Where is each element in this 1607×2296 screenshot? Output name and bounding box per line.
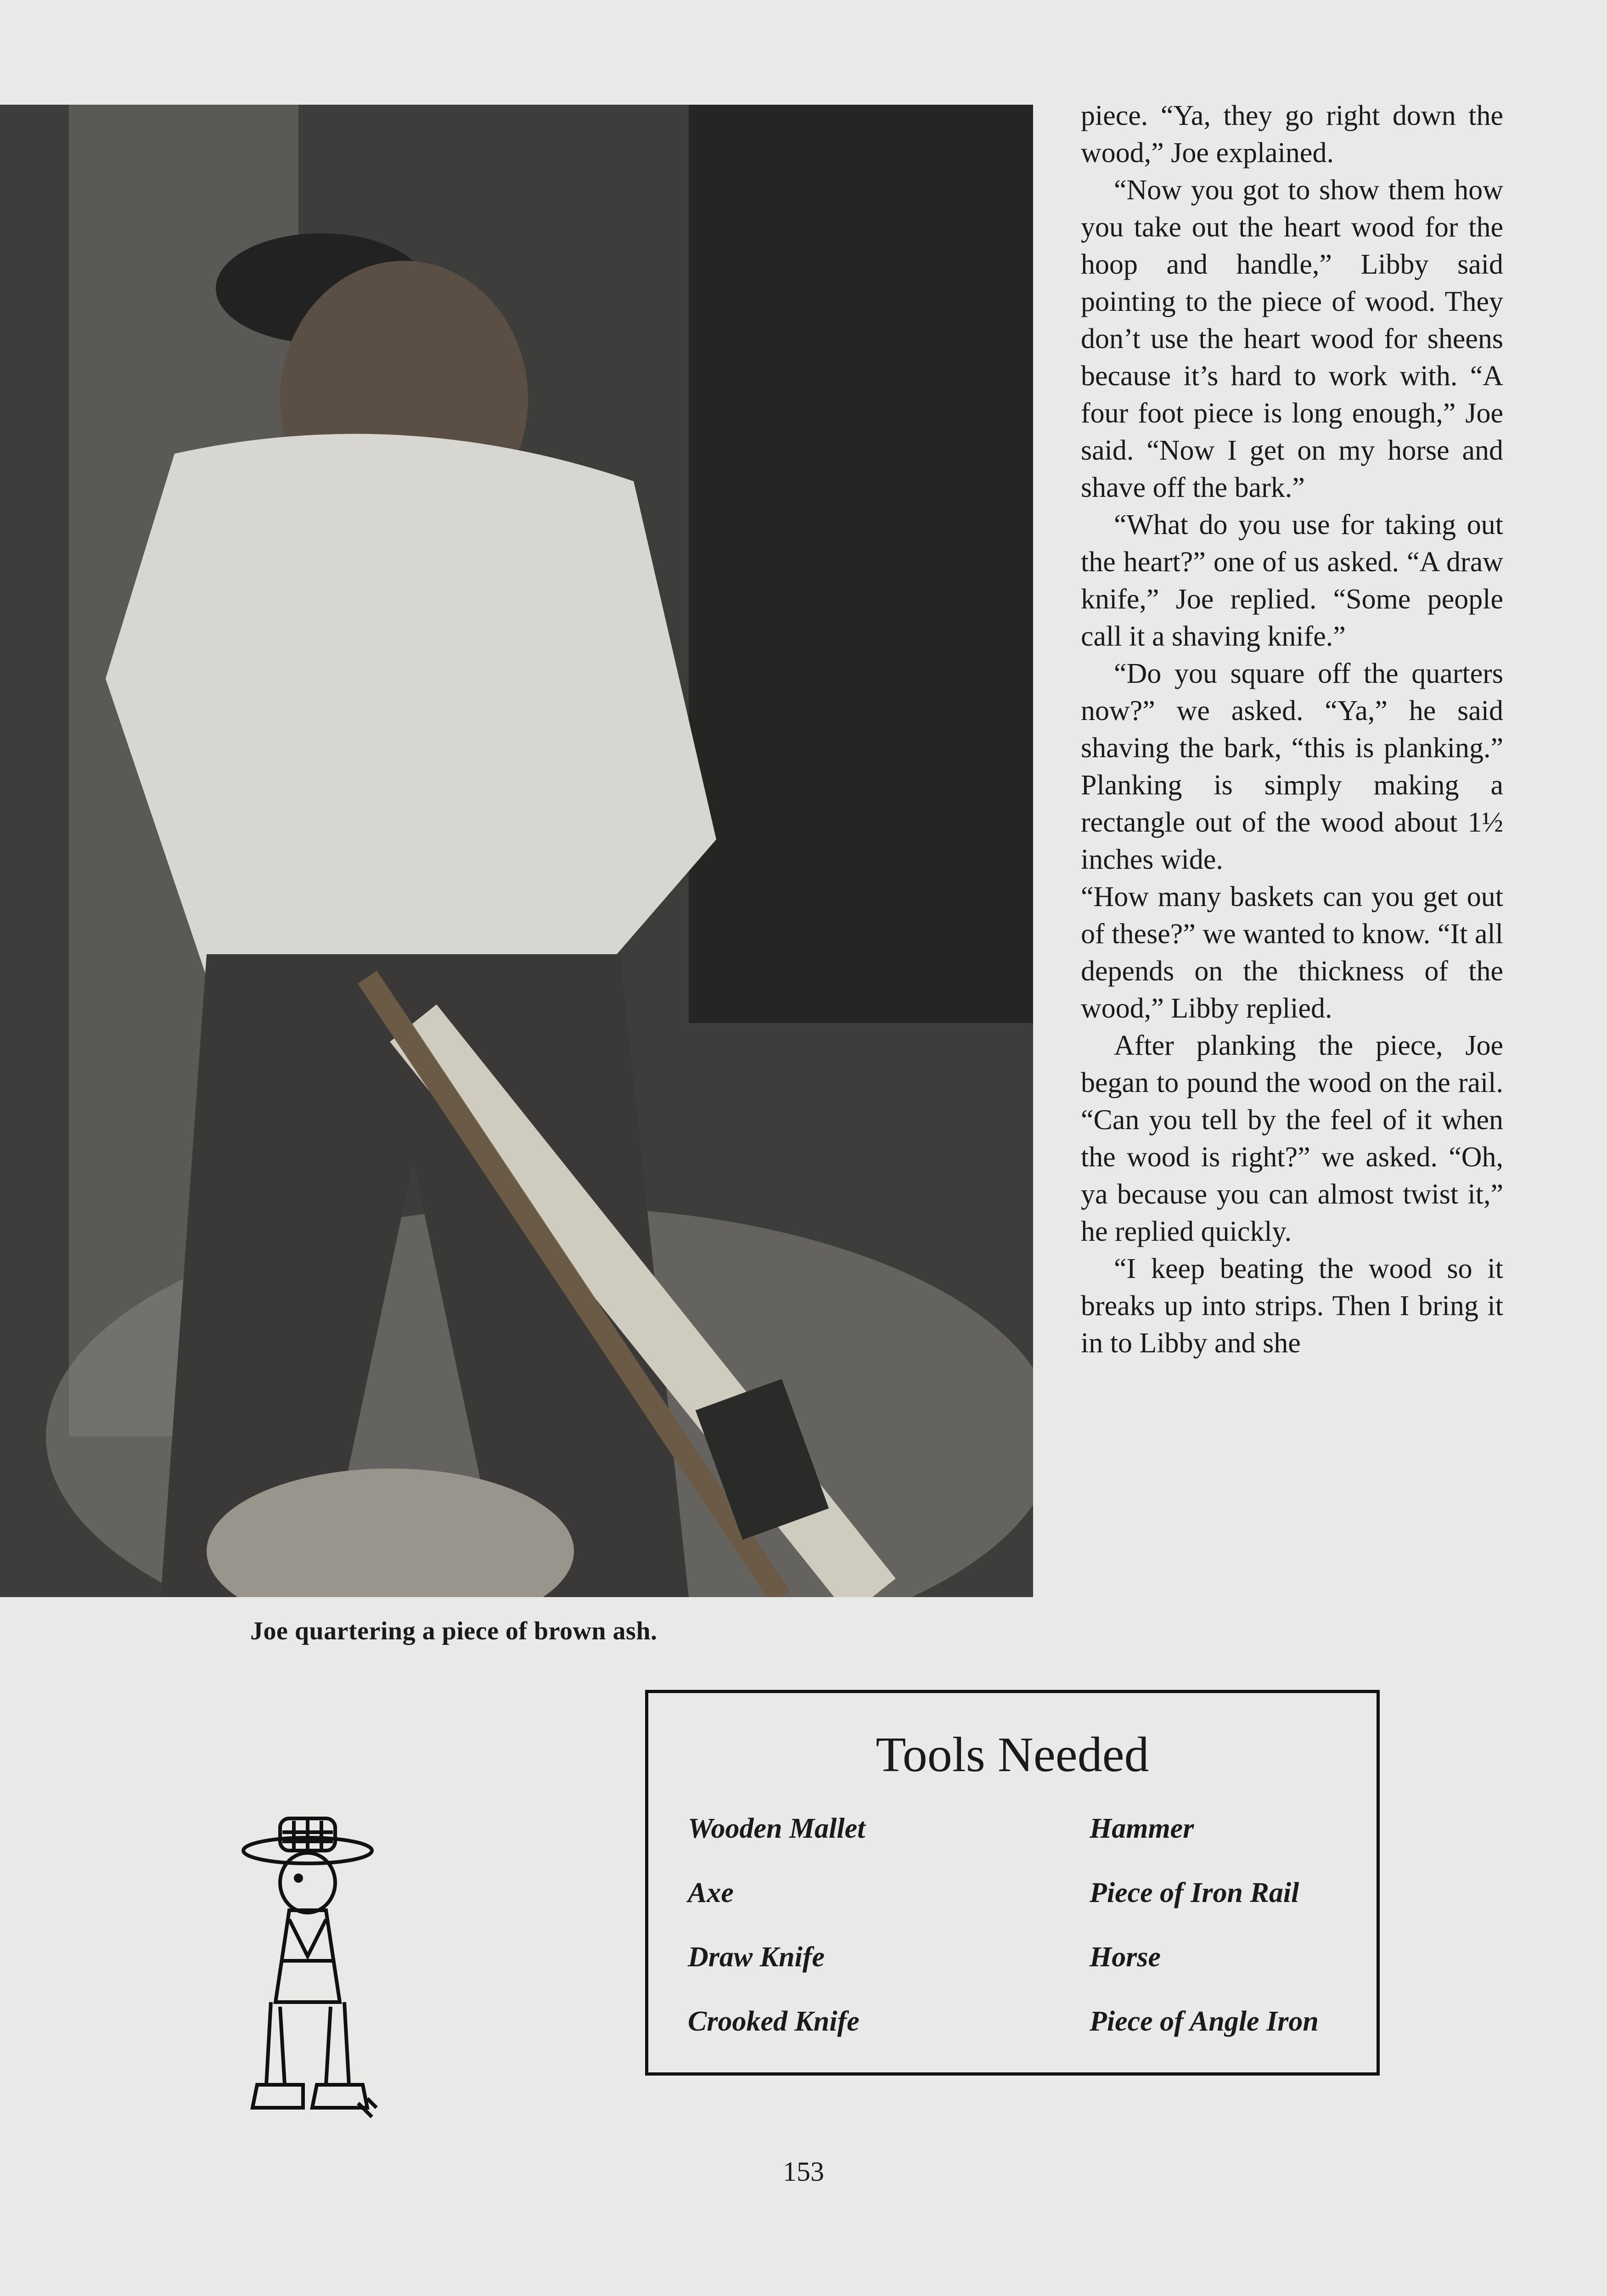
tool-item: Axe xyxy=(688,1877,734,1908)
paragraph: “Do you square off the quarters now?” we asked. “Ya,” he said shaving the bark, “this is planking.” Planking is simply making a rectangle out of the wood about 1½ inches wide. xyxy=(1081,658,1503,875)
cartoon-figure-illustration xyxy=(239,1809,413,2131)
photo-illustration xyxy=(0,105,1033,1597)
cartoon-figure-icon xyxy=(239,1809,413,2131)
tool-item: Crooked Knife xyxy=(688,2006,860,2037)
paragraph: After planking the piece, Joe began to pound the wood on the rail. “Can you tell by the feel of it when the wood is right?” we asked. “Oh, ya because you can almost twist it,” he replied quickly. xyxy=(1081,1030,1503,1247)
paragraph: piece. “Ya, they go right down the wood,” Joe explained. xyxy=(1081,100,1503,169)
paragraph: “How many baskets can you get out of these?” we wanted to know. “It all depends on the thickness of the wood,” Libby replied. xyxy=(1081,881,1503,1024)
paragraph: “I keep beating the wood so it breaks up into strips. Then I bring it in to Libby and she xyxy=(1081,1253,1503,1359)
tool-item: Piece of Iron Rail xyxy=(1090,1877,1299,1908)
tool-item: Piece of Angle Iron xyxy=(1090,2006,1319,2037)
article-text-column xyxy=(1081,97,1503,1362)
tool-item: Wooden Mallet xyxy=(688,1813,865,1844)
page-number: 153 xyxy=(783,2156,824,2187)
tools-needed-box xyxy=(645,1690,1380,2076)
paragraph: “Now you got to show them how you take out the heart wood for the hoop and handle,” Libby said pointing to the piece of wood. They don’t use the heart wood for sheens because it’s hard to work with. “A four foot piece is long enough,” Joe said. “Now I get on my horse and shave off the bark.” xyxy=(1081,174,1503,503)
tools-needed-title: Tools Needed xyxy=(876,1728,1149,1782)
tool-item: Draw Knife xyxy=(688,1941,825,1973)
tools-list xyxy=(688,1808,1377,2042)
photo-joe-quartering-ash xyxy=(0,105,1033,1597)
paragraph: “What do you use for taking out the heart?” one of us asked. “A draw knife,” Joe replied. “Some people call it a shaving knife.” xyxy=(1081,509,1503,652)
photo-caption: Joe quartering a piece of brown ash. xyxy=(250,1617,657,1645)
tool-item: Horse xyxy=(1090,1941,1161,1973)
tool-item: Hammer xyxy=(1090,1813,1194,1844)
